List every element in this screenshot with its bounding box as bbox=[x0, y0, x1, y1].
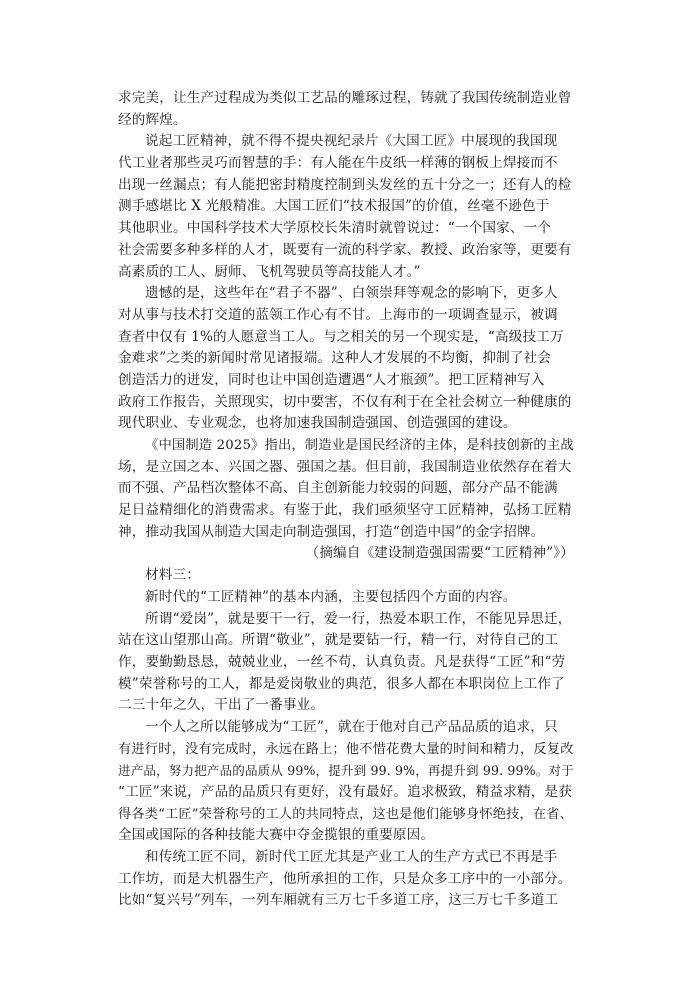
text-line: 说起工匠精神，就不得不提央视纪录片《大国工匠》中展现的我国现 bbox=[145, 133, 558, 150]
text-line: 材料三： bbox=[145, 567, 200, 584]
text-line: 对从事与技术打交道的蓝领工作心有不甘。上海市的一项调查显示，被调 bbox=[118, 306, 558, 323]
text-line: 有进行时，没有完成时，永远在路上；他不惜花费大量的时间和精力，反复改 bbox=[118, 741, 574, 757]
text-line: 足日益精细化的消费需求。有鉴于此，我们亟须坚守工匠精神，弘扬工匠精 bbox=[118, 502, 572, 519]
text-line: 比如“复兴号”列车，一列车厢就有三万七千多道工序，这三万七千多道工 bbox=[118, 892, 559, 909]
text-line: （摘编自《建设制造强国需要“工匠精神”》） bbox=[305, 545, 574, 562]
text-line: 而不强、产品档次整体不高、自主创新能力较弱的问题，部分产品不能满 bbox=[118, 480, 558, 497]
text-line: “工匠”来说，产品的品质只有更好，没有最好。追求极致，精益求精，是获 bbox=[118, 784, 572, 800]
text-line: 现代职业、专业观念，也将加速我国制造强国、创造强国的建设。 bbox=[118, 415, 517, 432]
text-line: 进产品，努力把产品的品质从 99%，提升到 99. 9%，再提升到 99. 99%。对于 bbox=[118, 763, 574, 779]
text-line: 社会需要多种多样的人才，既要有一流的科学家、教授、政治家等，更要有 bbox=[118, 241, 572, 258]
text-line: 作，要勤勤恳恳，兢兢业业，一丝不苟，认真负责。凡是获得“工匠”和“劳 bbox=[118, 653, 566, 670]
text-line: 创造活力的迸发，同时也让中国创造遭遇“人才瓶颈”。把工匠精神写入 bbox=[118, 371, 545, 388]
text-line: 查者中仅有 1%的人愿意当工人。与之相关的另一个现实是，“高级技工万 bbox=[118, 328, 564, 345]
text-line: 全国或国际的各种技能大赛中夺金揽银的重要原因。 bbox=[118, 827, 435, 844]
text-line: 代工业者那些灵巧而智慧的手：有人能在牛皮纸一样薄的钢板上焊接而不 bbox=[118, 155, 558, 172]
text-line: 经的辉煌。 bbox=[118, 111, 187, 128]
text-line: 政府工作报告，关照现实，切中要害，不仅有利于在全社会树立一种健康的 bbox=[118, 393, 572, 410]
text-line: 工作坊，而是大机器生产，他所承担的工作，只是众多工序中的一小部分。 bbox=[118, 870, 572, 887]
text-line: 遗憾的是，这些年在“君子不器”、白领崇拜等观念的影响下，更多人 bbox=[145, 285, 558, 302]
text-line: 所谓“爱岗”，就是要干一行，爱一行，热爱本职工作，不能见异思迁， bbox=[145, 610, 572, 627]
text-line: 得各类“工匠”荣誉称号的工人的共同特点，这也是他们能够身怀绝技，在省、 bbox=[118, 806, 573, 822]
text-line: 其他职业。中国科学技术大学原校长朱清时就曾说过：“一个国家、一个 bbox=[118, 220, 552, 237]
text-line: 站在这山望那山高。所谓“敬业”，就是要钻一行，精一行，对待自己的工 bbox=[118, 632, 559, 649]
text-line: 出现一丝漏点；有人能把密封精度控制到头发丝的五十分之一；还有人的检 bbox=[118, 176, 572, 193]
text-line: 神，推动我国从制造大国走向制造强国，打造“创造中国”的金字招牌。 bbox=[118, 523, 545, 540]
text-line: 求完美，让生产过程成为类似工艺品的雕琢过程，铸就了我国传统制造业曾 bbox=[118, 90, 572, 106]
text-line: 高素质的工人、厨师、飞机驾驶员等高技能人才。” bbox=[118, 263, 421, 280]
text-line: 测手感堪比 X 光般精准。大国工匠们“技术报国”的价值，丝毫不逊色于 bbox=[118, 198, 550, 215]
text-line: 新时代的“工匠精神”的基本内涵，主要包括四个方面的内容。 bbox=[145, 588, 517, 605]
text-line: 场，是立国之本、兴国之器、强国之基。但目前，我国制造业依然存在着大 bbox=[118, 458, 572, 475]
text-line: 《中国制造 2025》指出，制造业是国民经济的主体，是科技创新的主战 bbox=[145, 438, 574, 453]
text-line: 一个人之所以能够成为“工匠”，就在于他对自己产品品质的追求，只 bbox=[145, 718, 558, 735]
text-line: 和传统工匠不同，新时代工匠尤其是产业工人的生产方式已不再是手 bbox=[145, 849, 558, 866]
text-line: 模”荣誉称号的工人，都是爱岗敬业的典范，很多人都在本职岗位上工作了 bbox=[118, 675, 565, 692]
text-line: 二三十年之久，干出了一番事业。 bbox=[118, 697, 325, 714]
text-line: 金难求”之类的新闻时常见诸报端。这种人才发展的不均衡，抑制了社会 bbox=[118, 350, 552, 367]
document-body bbox=[118, 88, 580, 912]
